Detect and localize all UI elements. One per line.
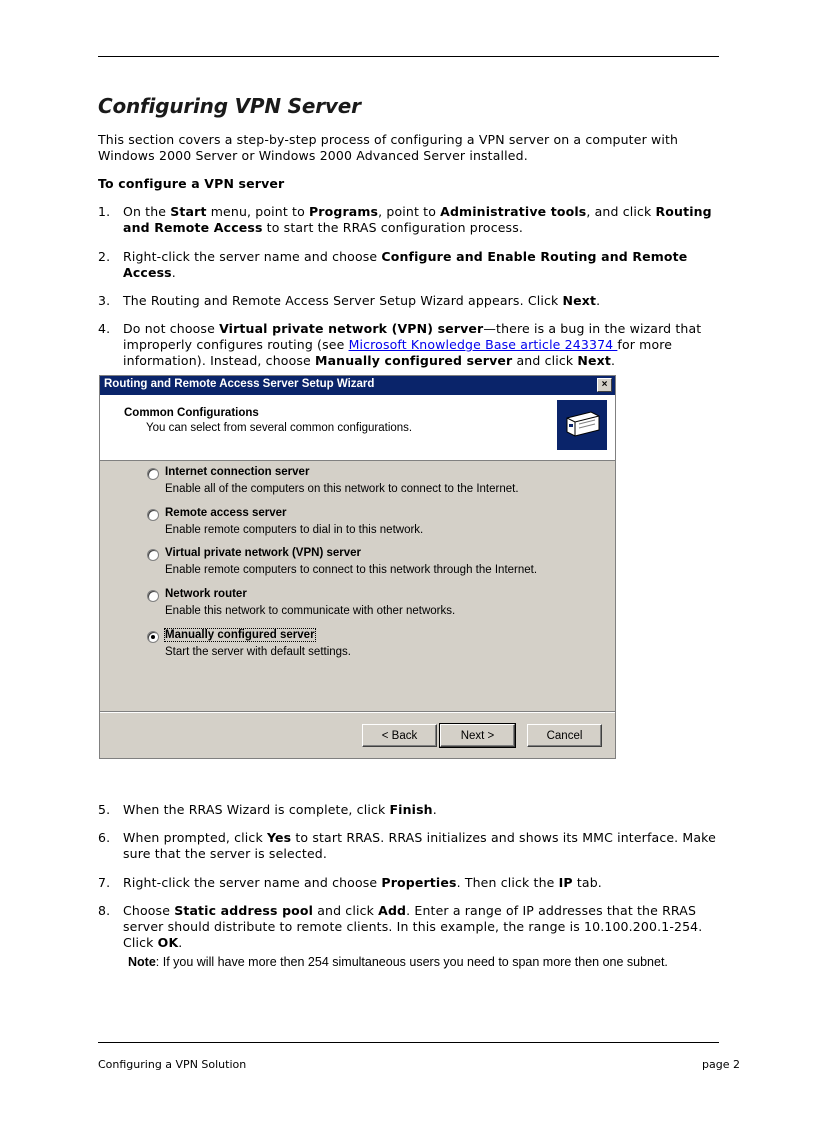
step-1: 1. On the Start menu, point to Programs, point to Administrative tools, and click Routing and Remote Access to start the RRAS configuration process. [98, 204, 712, 235]
note-label: Note [128, 955, 156, 969]
server-wizard-icon [557, 400, 607, 450]
page-title: Configuring VPN Server [98, 94, 361, 118]
back-button[interactable]: < Back [362, 724, 437, 747]
step-number: 5. [98, 802, 111, 817]
step-number: 7. [98, 875, 111, 890]
menu-rras: Routing and Remote Access [123, 204, 712, 235]
step-7: 7. Right-click the server name and choose Properties. Then click the IP tab. [98, 875, 602, 890]
menu-start: Start [170, 204, 207, 219]
close-icon[interactable]: × [597, 378, 612, 392]
step-number: 6. [98, 830, 111, 845]
next-button[interactable]: Next > [440, 724, 515, 747]
step-6: 6. When prompted, click Yes to start RRAS. RRAS initializes and shows its MMC interface. Make sure that the server is selected. [98, 830, 716, 861]
procedure-heading: To configure a VPN server [98, 176, 285, 191]
step-number: 3. [98, 293, 111, 308]
step-3: 3. The Routing and Remote Access Server Setup Wizard appears. Click Next. [98, 293, 601, 308]
radio-icon[interactable] [147, 590, 159, 602]
footer-rule [98, 1042, 719, 1043]
step-8: 8. Choose Static address pool and click Add. Enter a range of IP addresses that the RRAS server should distribute to remote clients. In this example, the range is 10.100.200.1-254. Click OK. [98, 903, 703, 950]
step-5: 5. When the RRAS Wizard is complete, click Finish. [98, 802, 437, 817]
header-subtitle: You can select from several common configurations. [146, 422, 413, 434]
menu-programs: Programs [309, 204, 379, 219]
setup-wizard-dialog: Routing and Remote Access Server Setup Wizard × Common Configurations You can select from several common configurations. Internet connection server Enable all of the computers on this network to connect to the Internet. Remote access server Enable remote computers to dial in to this network. Virtual private network (VPN) server Enable remote computers to connect to this network through the Internet. Network router Enable this network to communicate with other networks. Manually configured server Start the server with default settings. < Back Next > Cancel [99, 375, 616, 759]
radio-icon[interactable] [147, 631, 159, 643]
header-rule [98, 56, 719, 57]
dialog-divider [100, 711, 615, 713]
intro-paragraph: This section covers a step-by-step process of configuring a VPN server on a computer with Windows 2000 Server or Windows 2000 Advanced Server installed. [98, 132, 679, 163]
step-2: 2. Right-click the server name and choose Configure and Enable Routing and Remote Access. [98, 249, 688, 280]
dialog-title: Routing and Remote Access Server Setup Wizard [104, 378, 375, 390]
kb-article-link[interactable]: Microsoft Knowledge Base article 243374 [348, 337, 618, 352]
step-number: 1. [98, 204, 111, 219]
radio-icon[interactable] [147, 509, 159, 521]
header-title: Common Configurations [124, 407, 259, 419]
radio-icon[interactable] [147, 468, 159, 480]
dialog-header [100, 395, 615, 461]
note-text: : If you will have more then 254 simultaneous users you need to span more then one subnet. [155, 955, 668, 969]
dialog-titlebar [100, 376, 615, 395]
note [128, 954, 688, 970]
menu-admin-tools: Administrative tools [440, 204, 587, 219]
step-number: 2. [98, 249, 111, 264]
cancel-button[interactable]: Cancel [527, 724, 602, 747]
footer-doc-title: Configuring a VPN Solution [98, 1058, 247, 1071]
step-number: 4. [98, 321, 111, 336]
step-4: 4. Do not choose Virtual private network (VPN) server—there is a bug in the wizard that improperly configures routing (see Microsoft Knowledge Base article 243374 for more information). Instead, choose Manually configured server and click Next. [98, 321, 702, 368]
radio-icon[interactable] [147, 549, 159, 561]
footer-page-number: page 2 [702, 1058, 740, 1071]
step-number: 8. [98, 903, 111, 918]
